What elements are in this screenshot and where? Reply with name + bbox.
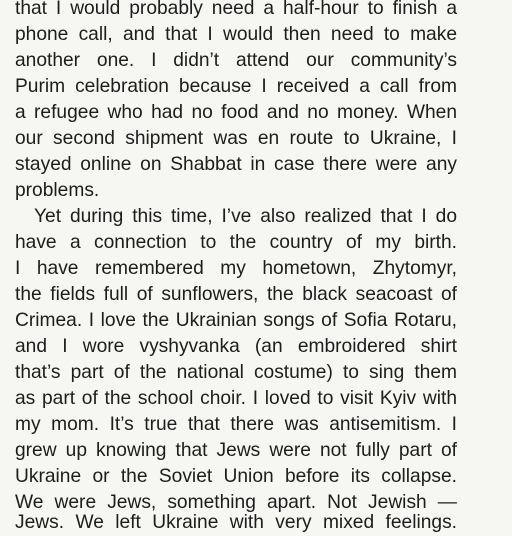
text-line: that’s part of the national costume) to sing them <box>15 362 457 383</box>
text-line: a refugee who had no food and no money. When <box>15 102 457 123</box>
text-line: Crimea. I love the Ukrainian songs of Sofia Rotaru, <box>15 310 457 331</box>
text-line: I have remembered my hometown, Zhytomyr, <box>15 258 457 279</box>
text-line: my mom. It’s true that there was antisemitism. I <box>15 414 457 435</box>
text-line: We were Jews, something apart. Not Jewish — <box>15 492 457 513</box>
text-line: another one. I didn’t attend our community’s <box>15 50 457 71</box>
text-line: have a connection to the country of my birth. <box>15 232 457 253</box>
text-line: and I wore vyshyvanka (an embroidered shirt <box>15 336 457 357</box>
text-line: problems. <box>15 180 100 201</box>
text-line: stayed online on Shabbat in case there were any <box>15 154 457 175</box>
text-line: as part of the school choir. I loved to visit Kyiv with <box>15 388 457 409</box>
text-line: our second shipment was en route to Ukraine, I <box>15 128 457 149</box>
text-line: that I would probably need a half-hour to finish a <box>15 0 457 19</box>
text-line: Jews. We left Ukraine with very mixed feelings. <box>15 512 457 533</box>
text-line: Ukraine or the Soviet Union before its collapse. <box>15 466 457 487</box>
text-line: Purim celebration because I received a call from <box>15 76 457 97</box>
text-line: grew up knowing that Jews were not fully part of <box>15 440 457 461</box>
text-line: phone call, and that I would then need to make <box>15 24 457 45</box>
text-line: the fields full of sunflowers, the black seacoast of <box>15 284 457 305</box>
text-line: Yet during this time, I’ve also realized that I do <box>34 206 457 227</box>
